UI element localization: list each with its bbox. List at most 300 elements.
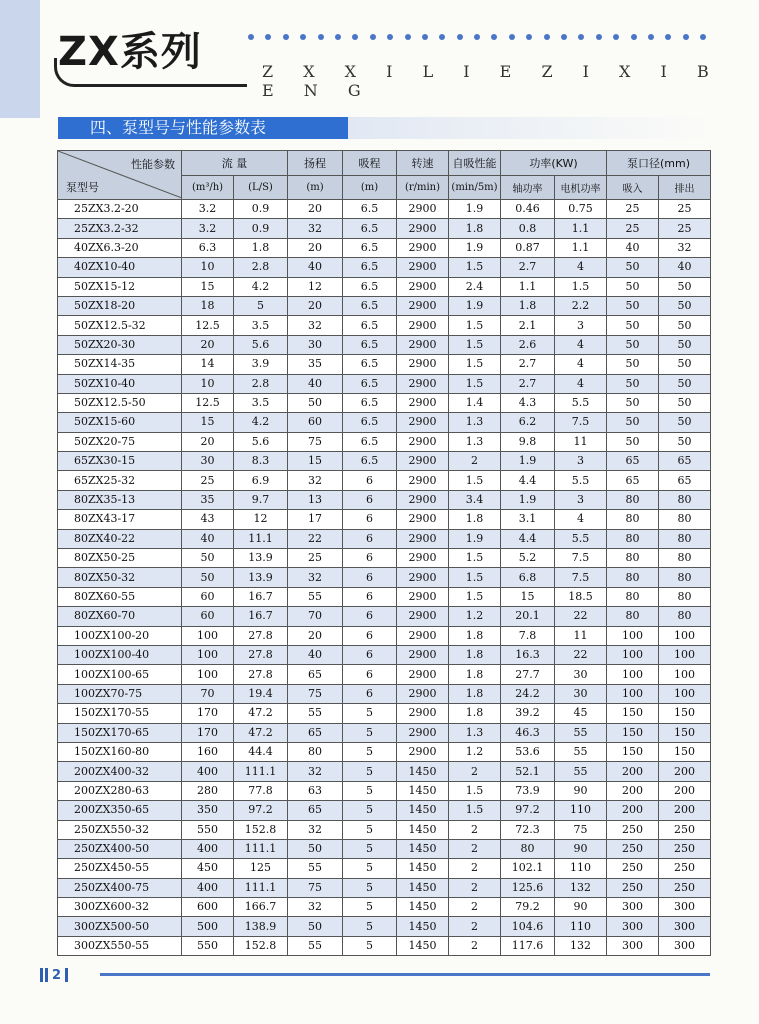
- table-cell: 25: [607, 200, 659, 219]
- table-cell: 200: [607, 781, 659, 800]
- table-cell: 1.1: [555, 238, 607, 257]
- table-cell: 32: [288, 316, 343, 335]
- table-cell: 6: [343, 568, 397, 587]
- table-cell: 80: [659, 510, 711, 529]
- rule-dot: [352, 34, 358, 40]
- table-cell: 15: [501, 587, 555, 606]
- table-cell: 30: [555, 684, 607, 703]
- table-cell: 30: [555, 665, 607, 684]
- table-cell: 2900: [397, 258, 449, 277]
- table-cell: 2900: [397, 335, 449, 354]
- table-cell: 40: [182, 529, 234, 548]
- rule-dot: [526, 34, 532, 40]
- table-cell: 1.1: [501, 277, 555, 296]
- table-cell: 1.5: [449, 355, 501, 374]
- table-cell: 7.5: [555, 549, 607, 568]
- table-cell: 250: [659, 878, 711, 897]
- table-cell: 5: [343, 859, 397, 878]
- pump-model-cell: 25ZX3.2-32: [58, 219, 182, 238]
- table-row: [58, 355, 711, 374]
- rule-dot: [683, 34, 689, 40]
- pump-model-cell: 50ZX20-30: [58, 335, 182, 354]
- table-cell: 500: [182, 917, 234, 936]
- table-cell: 40: [288, 258, 343, 277]
- table-row: [58, 452, 711, 471]
- table-cell: 0.8: [501, 219, 555, 238]
- table-cell: 11.1: [234, 529, 288, 548]
- table-cell: 100: [607, 665, 659, 684]
- table-cell: 47.2: [234, 704, 288, 723]
- table-cell: 5.6: [234, 335, 288, 354]
- table-cell: 20: [288, 238, 343, 257]
- table-cell: 50: [607, 413, 659, 432]
- table-cell: 5: [343, 917, 397, 936]
- table-cell: 22: [555, 607, 607, 626]
- table-cell: 20: [182, 335, 234, 354]
- table-cell: 1.8: [449, 665, 501, 684]
- table-cell: 1.3: [449, 413, 501, 432]
- table-cell: 30: [288, 335, 343, 354]
- table-cell: 14: [182, 355, 234, 374]
- table-cell: 6.8: [501, 568, 555, 587]
- table-cell: 102.1: [501, 859, 555, 878]
- table-cell: 150: [659, 742, 711, 761]
- table-cell: 6: [343, 587, 397, 606]
- table-cell: 65: [607, 452, 659, 471]
- table-cell: 5: [343, 936, 397, 955]
- pump-model-cell: 300ZX550-55: [58, 936, 182, 955]
- table-cell: 150: [659, 704, 711, 723]
- header-suction: 吸程: [343, 151, 397, 176]
- table-row: [58, 374, 711, 393]
- table-cell: 15: [182, 277, 234, 296]
- unit-outlet: 排出: [659, 176, 711, 200]
- header-speed: 转速: [397, 151, 449, 176]
- table-row: [58, 878, 711, 897]
- table-cell: 45: [555, 704, 607, 723]
- table-cell: 60: [182, 607, 234, 626]
- pump-model-cell: 80ZX50-25: [58, 549, 182, 568]
- table-cell: 100: [182, 626, 234, 645]
- unit-inlet: 吸入: [607, 176, 659, 200]
- table-cell: 1.9: [501, 490, 555, 509]
- table-cell: 1450: [397, 839, 449, 858]
- footer-rule: [100, 973, 710, 976]
- pump-model-cell: 200ZX350-65: [58, 801, 182, 820]
- dotted-rule: [248, 34, 714, 42]
- table-cell: 50: [659, 296, 711, 315]
- table-cell: 0.46: [501, 200, 555, 219]
- table-cell: 2.1: [501, 316, 555, 335]
- table-cell: 47.2: [234, 723, 288, 742]
- table-cell: 50: [607, 335, 659, 354]
- table-cell: 110: [555, 917, 607, 936]
- table-cell: 13.9: [234, 568, 288, 587]
- table-cell: 60: [288, 413, 343, 432]
- table-cell: 50: [607, 393, 659, 412]
- pump-model-cell: 200ZX400-32: [58, 762, 182, 781]
- table-cell: 6.5: [343, 452, 397, 471]
- table-cell: 46.3: [501, 723, 555, 742]
- table-cell: 7.8: [501, 626, 555, 645]
- table-cell: 2.6: [501, 335, 555, 354]
- pump-model-cell: 50ZX14-35: [58, 355, 182, 374]
- rule-dot: [405, 34, 411, 40]
- table-cell: 40: [607, 238, 659, 257]
- table-cell: 6.5: [343, 393, 397, 412]
- table-cell: 53.6: [501, 742, 555, 761]
- unit-flow-m3h: (m³/h): [182, 176, 234, 200]
- table-cell: 111.1: [234, 878, 288, 897]
- table-cell: 79.2: [501, 898, 555, 917]
- header-head: 扬程: [288, 151, 343, 176]
- table-cell: 1.5: [449, 781, 501, 800]
- table-cell: 1.8: [449, 704, 501, 723]
- table-cell: 77.8: [234, 781, 288, 800]
- table-row: [58, 665, 711, 684]
- page-bar-right: [65, 968, 68, 982]
- table-row: [58, 393, 711, 412]
- table-cell: 5: [343, 801, 397, 820]
- pump-model-cell: 250ZX450-55: [58, 859, 182, 878]
- table-cell: 2: [449, 762, 501, 781]
- table-cell: 2.4: [449, 277, 501, 296]
- table-cell: 1.8: [449, 219, 501, 238]
- pump-model-cell: 50ZX18-20: [58, 296, 182, 315]
- table-row: [58, 607, 711, 626]
- table-cell: 5.6: [234, 432, 288, 451]
- table-cell: 50: [288, 393, 343, 412]
- table-cell: 16.3: [501, 645, 555, 664]
- table-cell: 6.5: [343, 200, 397, 219]
- table-cell: 0.75: [555, 200, 607, 219]
- table-cell: 97.2: [234, 801, 288, 820]
- unit-head: (m): [288, 176, 343, 200]
- table-cell: 2: [449, 917, 501, 936]
- table-cell: 40: [288, 374, 343, 393]
- table-cell: 3: [555, 452, 607, 471]
- table-row: [58, 490, 711, 509]
- table-cell: 6: [343, 626, 397, 645]
- series-logo: ZX系列: [58, 29, 202, 75]
- table-cell: 6.5: [343, 374, 397, 393]
- table-cell: 5: [343, 839, 397, 858]
- table-cell: 65: [288, 801, 343, 820]
- table-cell: 250: [659, 859, 711, 878]
- table-cell: 1450: [397, 878, 449, 897]
- table-cell: 5: [343, 898, 397, 917]
- table-cell: 550: [182, 936, 234, 955]
- table-cell: 50: [607, 432, 659, 451]
- table-cell: 5.5: [555, 529, 607, 548]
- table-cell: 2: [449, 452, 501, 471]
- table-cell: 2900: [397, 626, 449, 645]
- table-cell: 1450: [397, 820, 449, 839]
- table-cell: 20: [288, 200, 343, 219]
- pump-model-cell: 250ZX400-50: [58, 839, 182, 858]
- table-cell: 111.1: [234, 762, 288, 781]
- table-cell: 80: [659, 490, 711, 509]
- table-cell: 25: [182, 471, 234, 490]
- table-cell: 55: [555, 742, 607, 761]
- table-cell: 50: [607, 316, 659, 335]
- table-cell: 22: [288, 529, 343, 548]
- table-cell: 100: [659, 626, 711, 645]
- table-cell: 166.7: [234, 898, 288, 917]
- table-cell: 32: [288, 762, 343, 781]
- table-cell: 3.5: [234, 316, 288, 335]
- table-cell: 50: [607, 277, 659, 296]
- table-cell: 5: [234, 296, 288, 315]
- rule-dot: [439, 34, 445, 40]
- table-cell: 25: [288, 549, 343, 568]
- table-cell: 2900: [397, 665, 449, 684]
- corner-decoration: [0, 0, 40, 118]
- table-cell: 2900: [397, 316, 449, 335]
- table-row: [58, 277, 711, 296]
- table-cell: 2900: [397, 568, 449, 587]
- pump-model-cell: 250ZX400-75: [58, 878, 182, 897]
- table-row: [58, 316, 711, 335]
- table-cell: 50: [182, 568, 234, 587]
- table-cell: 250: [607, 839, 659, 858]
- table-cell: 80: [659, 529, 711, 548]
- table-cell: 40: [288, 645, 343, 664]
- table-cell: 250: [607, 820, 659, 839]
- table-cell: 2900: [397, 607, 449, 626]
- table-cell: 63: [288, 781, 343, 800]
- table-cell: 80: [607, 568, 659, 587]
- rule-dot: [422, 34, 428, 40]
- rule-dot: [457, 34, 463, 40]
- table-cell: 90: [555, 781, 607, 800]
- table-cell: 27.7: [501, 665, 555, 684]
- table-cell: 400: [182, 762, 234, 781]
- table-cell: 2900: [397, 704, 449, 723]
- corner-header-cell: [58, 151, 182, 200]
- table-cell: 170: [182, 704, 234, 723]
- table-cell: 65: [659, 471, 711, 490]
- table-cell: 550: [182, 820, 234, 839]
- table-row: [58, 917, 711, 936]
- table-row: [58, 258, 711, 277]
- table-row: [58, 801, 711, 820]
- table-cell: 2900: [397, 684, 449, 703]
- performance-table: [57, 150, 711, 956]
- table-cell: 60: [182, 587, 234, 606]
- table-cell: 12: [288, 277, 343, 296]
- table-cell: 1450: [397, 801, 449, 820]
- table-cell: 4.2: [234, 277, 288, 296]
- pump-model-cell: 50ZX12.5-32: [58, 316, 182, 335]
- table-cell: 2.2: [555, 296, 607, 315]
- section-title: 四、泵型号与性能参数表: [58, 117, 348, 139]
- table-cell: 0.9: [234, 219, 288, 238]
- table-cell: 1.9: [449, 238, 501, 257]
- table-cell: 8.3: [234, 452, 288, 471]
- table-row: [58, 723, 711, 742]
- table-cell: 75: [288, 432, 343, 451]
- table-cell: 5: [343, 762, 397, 781]
- table-cell: 3.2: [182, 200, 234, 219]
- table-cell: 27.8: [234, 665, 288, 684]
- section-title-fade: [348, 117, 710, 139]
- table-cell: 1.5: [449, 568, 501, 587]
- table-cell: 6.5: [343, 413, 397, 432]
- table-row: [58, 820, 711, 839]
- table-cell: 50: [659, 355, 711, 374]
- table-cell: 1.5: [449, 471, 501, 490]
- table-cell: 1.1: [555, 219, 607, 238]
- table-cell: 350: [182, 801, 234, 820]
- rule-dot: [596, 34, 602, 40]
- table-cell: 55: [288, 859, 343, 878]
- table-cell: 50: [659, 277, 711, 296]
- table-cell: 40: [659, 258, 711, 277]
- table-cell: 1450: [397, 917, 449, 936]
- table-cell: 6: [343, 529, 397, 548]
- table-cell: 50: [659, 432, 711, 451]
- table-cell: 80: [659, 607, 711, 626]
- pump-model-cell: 150ZX170-65: [58, 723, 182, 742]
- pump-model-cell: 80ZX35-13: [58, 490, 182, 509]
- table-cell: 7.5: [555, 568, 607, 587]
- table-cell: 1.8: [449, 684, 501, 703]
- table-cell: 200: [659, 801, 711, 820]
- table-cell: 1.8: [449, 510, 501, 529]
- table-cell: 2900: [397, 490, 449, 509]
- table-cell: 2900: [397, 529, 449, 548]
- table-cell: 20: [288, 296, 343, 315]
- table-row: [58, 413, 711, 432]
- table-cell: 1.9: [449, 200, 501, 219]
- table-cell: 1450: [397, 936, 449, 955]
- pump-model-cell: 100ZX100-40: [58, 645, 182, 664]
- table-cell: 1450: [397, 762, 449, 781]
- table-cell: 5: [343, 781, 397, 800]
- table-cell: 22: [555, 645, 607, 664]
- table-cell: 150: [607, 704, 659, 723]
- pump-model-cell: 150ZX170-55: [58, 704, 182, 723]
- table-cell: 400: [182, 839, 234, 858]
- table-cell: 10: [182, 374, 234, 393]
- table-cell: 13: [288, 490, 343, 509]
- table-cell: 1.5: [449, 258, 501, 277]
- table-cell: 20: [288, 626, 343, 645]
- table-row: [58, 587, 711, 606]
- table-cell: 117.6: [501, 936, 555, 955]
- table-cell: 6: [343, 665, 397, 684]
- table-cell: 450: [182, 859, 234, 878]
- pump-model-cell: 80ZX50-32: [58, 568, 182, 587]
- table-cell: 400: [182, 878, 234, 897]
- table-cell: 75: [288, 878, 343, 897]
- table-cell: 2: [449, 859, 501, 878]
- table-cell: 7.5: [555, 413, 607, 432]
- table-row: [58, 859, 711, 878]
- table-cell: 2: [449, 839, 501, 858]
- pump-model-cell: 100ZX100-20: [58, 626, 182, 645]
- table-cell: 80: [659, 568, 711, 587]
- table-cell: 17: [288, 510, 343, 529]
- table-cell: 1.8: [449, 626, 501, 645]
- table-cell: 73.9: [501, 781, 555, 800]
- table-cell: 4.3: [501, 393, 555, 412]
- table-cell: 100: [182, 645, 234, 664]
- table-cell: 4: [555, 510, 607, 529]
- table-cell: 50: [659, 393, 711, 412]
- table-cell: 65: [659, 452, 711, 471]
- table-cell: 80: [607, 490, 659, 509]
- table-cell: 12.5: [182, 393, 234, 412]
- pinyin-subtitle: Z X X I L I E Z I X I B E N G: [262, 62, 722, 100]
- pump-model-cell: 100ZX70-75: [58, 684, 182, 703]
- table-row: [58, 296, 711, 315]
- table-cell: 1.3: [449, 432, 501, 451]
- table-cell: 1.5: [555, 277, 607, 296]
- table-cell: 70: [182, 684, 234, 703]
- page-bar-left: [40, 968, 43, 982]
- table-row: [58, 762, 711, 781]
- table-cell: 100: [659, 665, 711, 684]
- rule-dot: [613, 34, 619, 40]
- table-cell: 3: [555, 490, 607, 509]
- table-cell: 80: [607, 529, 659, 548]
- table-cell: 55: [288, 936, 343, 955]
- table-cell: 6.2: [501, 413, 555, 432]
- rule-dot: [387, 34, 393, 40]
- table-cell: 200: [659, 781, 711, 800]
- table-cell: 2900: [397, 296, 449, 315]
- table-cell: 4.4: [501, 529, 555, 548]
- table-cell: 15: [182, 413, 234, 432]
- unit-motor-power: 电机功率: [555, 176, 607, 200]
- table-cell: 1.5: [449, 374, 501, 393]
- rule-dot: [248, 34, 254, 40]
- table-cell: 1450: [397, 781, 449, 800]
- table-cell: 1.5: [449, 335, 501, 354]
- table-cell: 170: [182, 723, 234, 742]
- table-row: [58, 684, 711, 703]
- table-cell: 100: [607, 645, 659, 664]
- table-row: [58, 549, 711, 568]
- pump-model-cell: 50ZX10-40: [58, 374, 182, 393]
- table-cell: 20.1: [501, 607, 555, 626]
- table-cell: 1.9: [449, 296, 501, 315]
- table-row: [58, 626, 711, 645]
- table-cell: 50: [607, 296, 659, 315]
- table-cell: 65: [607, 471, 659, 490]
- table-cell: 1.8: [501, 296, 555, 315]
- table-row: [58, 898, 711, 917]
- table-cell: 100: [659, 684, 711, 703]
- table-cell: 6.5: [343, 335, 397, 354]
- header-diameter: 泵口径(mm): [607, 151, 711, 176]
- table-cell: 5: [343, 820, 397, 839]
- table-row: [58, 335, 711, 354]
- table-cell: 80: [288, 742, 343, 761]
- table-cell: 80: [607, 607, 659, 626]
- table-cell: 2: [449, 936, 501, 955]
- table-cell: 50: [659, 374, 711, 393]
- table-cell: 150: [659, 723, 711, 742]
- table-cell: 2900: [397, 549, 449, 568]
- rule-dot: [561, 34, 567, 40]
- rule-dot: [700, 34, 706, 40]
- table-cell: 4.2: [234, 413, 288, 432]
- table-cell: 132: [555, 878, 607, 897]
- table-cell: 2900: [397, 200, 449, 219]
